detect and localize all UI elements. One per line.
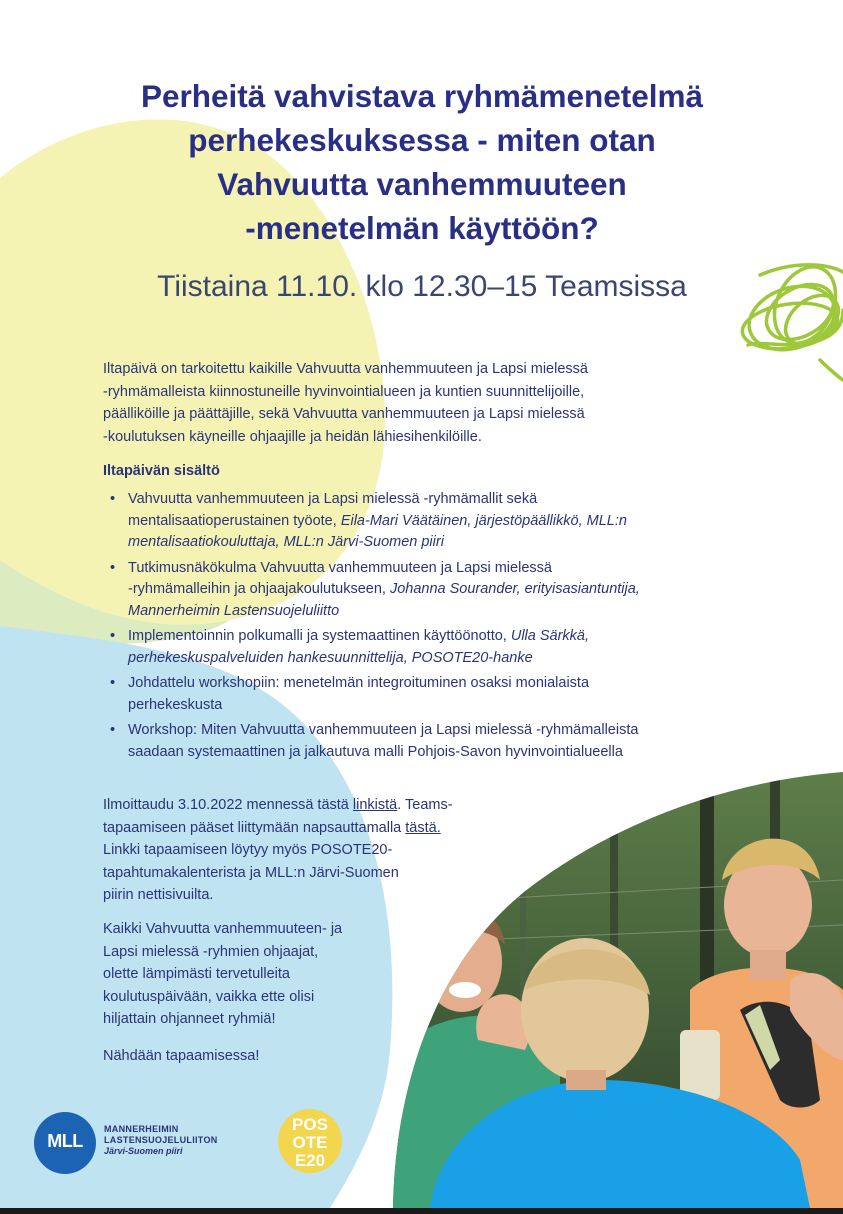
mll-logo-line: MANNERHEIMIN	[104, 1124, 179, 1134]
welcome-line: Kaikki Vahvuutta vanhemmuuteen- ja	[103, 921, 343, 937]
welcome-line: hiljattain ohjanneet ryhmiä!	[103, 1011, 276, 1027]
bullet-icon: •	[110, 722, 116, 738]
intro-line: -koulutuksen käyneille ohjaajille ja heidän lähiesihenkilöille.	[103, 428, 482, 445]
intro-line: Iltapäivä on tarkoitettu kaikille Vahvuutta vanhemmuuteen ja Lapsi mielessä	[103, 361, 588, 377]
agenda-item-speaker: mentalisaatiokouluttaja, MLL:n Järvi-Suomen piiri	[128, 534, 444, 550]
registration-text: Ilmoittaudu 3.10.2022 mennessä tästä	[103, 797, 353, 813]
mll-logo-line: LASTENSUOJELULIITON	[104, 1135, 218, 1145]
welcome-line: koulutuspäivään, vaikka ette olisi	[103, 988, 315, 1005]
agenda-heading: Iltapäivän sisältö	[103, 463, 220, 479]
posote-logo-icon	[277, 1108, 343, 1174]
bullet-icon: •	[110, 628, 116, 644]
welcome-line: olette lämpimästi tervetulleita	[103, 966, 290, 982]
agenda-item	[108, 673, 748, 716]
agenda-item-text: mentalisaatioperustainen työote,	[128, 512, 341, 529]
agenda-item-text: Vahvuutta vanhemmuuteen ja Lapsi mielessä -ryhmämallit sekä	[128, 491, 538, 507]
title-line: Vahvuutta vanhemmuuteen	[217, 166, 627, 202]
title-line: -menetelmän käyttöön?	[245, 210, 599, 246]
mll-logo-mark: MLL	[47, 1131, 83, 1151]
agenda-item-speaker: Johanna Sourander, erityisasiantuntija,	[389, 581, 640, 597]
page-title	[60, 74, 784, 250]
registration-text: . Teams-	[397, 797, 453, 813]
intro-line: päälliköille ja päättäjille, sekä Vahvuutta vanhemmuuteen ja Lapsi mielessä	[103, 406, 585, 422]
bullet-icon: •	[110, 559, 116, 576]
agenda-item-text: saadaan systemaattinen ja jalkautuva malli Pohjois-Savon hyvinvointialueella	[128, 743, 623, 760]
agenda-item-speaker: Mannerheimin Lastensuojeluliitto	[128, 602, 340, 619]
bottom-border	[0, 1208, 843, 1214]
bullet-icon: •	[110, 491, 116, 507]
agenda-item	[108, 720, 748, 763]
agenda-item-text: perhekeskusta	[128, 696, 223, 713]
posote-logo-line: POS	[292, 1115, 328, 1134]
agenda-item-speaker: Eila-Mari Väätäinen, järjestöpäällikkö, MLL:n	[340, 512, 627, 529]
agenda-item	[108, 489, 748, 554]
registration-text: tapahtumakalenterista ja MLL:n Järvi-Suomen	[103, 864, 399, 881]
agenda-item-text: -ryhmämalleihin ja ohjaajakoulutukseen,	[128, 581, 390, 597]
closing-text: Nähdään tapaamisessa!	[103, 1048, 260, 1064]
agenda-item	[108, 626, 748, 669]
welcome-paragraph	[103, 918, 342, 1031]
agenda-item-text: Workshop: Miten Vahvuutta vanhemmuuteen ja Lapsi mielessä -ryhmämalleista	[128, 722, 639, 738]
event-date-subtitle: Tiistaina 11.10. klo 12.30–15 Teamsissa	[157, 270, 687, 303]
registration-text: tapaamiseen pääset liittymään napsauttamalla	[103, 819, 406, 836]
agenda-item-speaker: perhekeskuspalveluiden hankesuunnittelija, POSOTE20-hanke	[128, 649, 533, 666]
intro-paragraph	[103, 358, 703, 448]
registration-text: piirin nettisivuilta.	[103, 887, 214, 903]
registration-link[interactable]: linkistä	[352, 797, 398, 813]
agenda-item-text: Implementoinnin polkumalli ja systemaattinen käyttöönotto,	[128, 628, 511, 644]
agenda-item-speaker: Ulla Särkkä,	[510, 628, 590, 644]
agenda-item-text: Tutkimusnäkökulma Vahvuutta vanhemmuuteen ja Lapsi mielessä	[128, 559, 552, 576]
agenda-item-text: Johdattelu workshopiin: menetelmän integroituminen osaksi monialaista	[128, 675, 590, 691]
posote-logo-line: OTE	[292, 1133, 328, 1152]
mll-logo-icon	[34, 1112, 96, 1174]
bullet-icon: •	[110, 675, 116, 691]
agenda-item	[108, 558, 748, 623]
mll-logo-text	[104, 1124, 218, 1157]
mll-logo-line: Järvi-Suomen piiri	[104, 1146, 183, 1156]
title-line: Perheitä vahvistava ryhmämenetelmä	[140, 78, 704, 114]
welcome-line: Lapsi mielessä -ryhmien ohjaajat,	[103, 943, 319, 960]
intro-line: -ryhmämalleista kiinnostuneille hyvinvointialueen ja kuntien suunnittelijoille,	[103, 383, 585, 400]
title-line: perhekeskuksessa - miten otan	[188, 122, 656, 158]
registration-paragraph	[103, 794, 453, 907]
posote-logo-line: E20	[294, 1151, 326, 1170]
registration-text: Linkki tapaamiseen löytyy myös POSOTE20-	[103, 842, 393, 858]
agenda-list	[108, 489, 748, 767]
teams-join-link[interactable]: tästä.	[405, 819, 441, 836]
